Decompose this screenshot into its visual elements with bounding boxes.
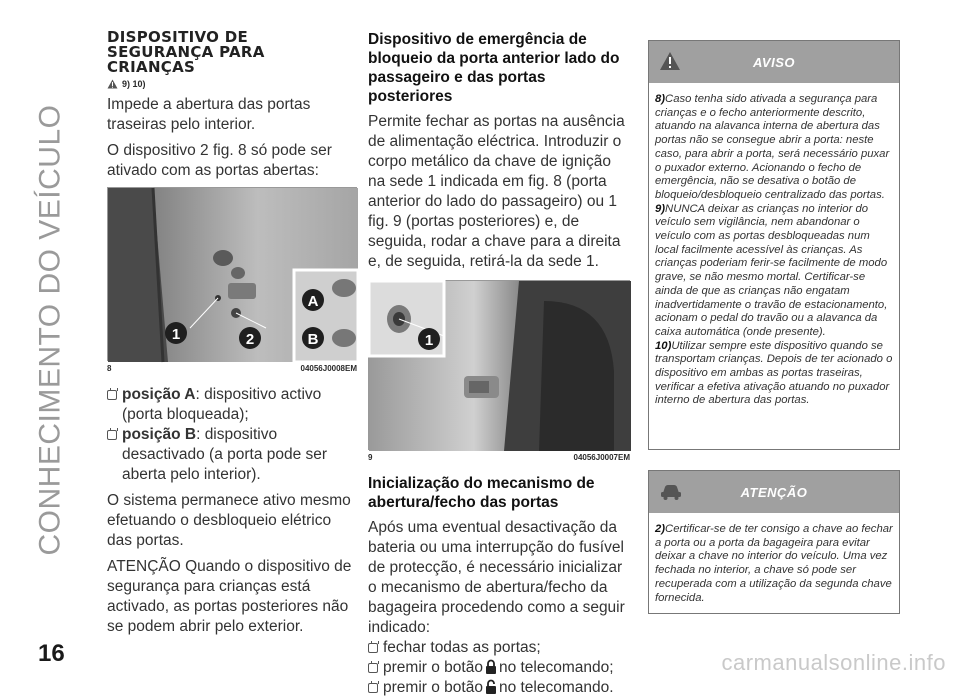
warning-box [648,40,900,450]
figure-caption [368,453,630,462]
warning-triangle-icon [107,79,118,89]
list-item [368,678,630,698]
column-child-safety [107,30,357,643]
paragraph: Permite fechar as portas na ausência de alimentação eléctrica. Introduzir o corpo metálico da chave de ignição na sede 1 indicada em fig. 8 (porta anterior do lado do passageiro) ou 1 fig. 9 (portas posteriores) e, de seguida, rodar a chave para a direita e, de seguida, retirá-la da sede 1. [368,113,625,270]
figure-8-door-lock [107,187,357,361]
car-caution-icon [659,481,683,501]
list-item [368,658,630,678]
subsection-heading: Dispositivo de emergência de bloqueio da porta anterior lado do passageiro e das portas posteriores [368,31,620,105]
warning-box-body [649,83,899,416]
subsection-heading: Inicialização do mecanismo de abertura/fecho das portas [368,475,595,511]
page-number: 16 [38,640,65,667]
notice-item [655,523,893,605]
callout-a: A [307,293,319,310]
chapter-sidebar [20,30,80,630]
callout-2: 2 [245,331,255,348]
figure-9-door-latch [368,280,630,450]
figure-code: 04056J0008EM [300,364,357,373]
callout-1: 1 [171,326,181,343]
list-item [107,385,357,425]
watermark: carmanualsonline.info [721,650,946,675]
bullet-icon [107,390,117,400]
warning-triangle-icon [659,51,681,71]
figure-number: 9 [368,453,373,462]
lock-icon [485,659,497,675]
column-notices [648,40,900,614]
bullet-icon [368,663,378,673]
figure-code: 04056J0007EM [573,453,630,462]
notice-text: NUNCA deixar as crianças no interior do veículo sem vigilância, nem abandonar o veículo com as portas desbloqueadas num local facilmente acessível às crianças. As crianças poderiam ferir-se facilmente de modo grave, se não mesmo mortal. Certificar-se ainda de que as crianças não engatam inadvertidamente o travão de estacionamento, acionam o pedal do travão ou a alavanca da caixa automática (onde presente). [655,202,888,338]
unlock-icon [485,679,497,695]
notice-ref: 2) [655,523,666,535]
section-heading: DISPOSITIVO DE SEGURANÇA PARA CRIANÇAS [107,28,265,76]
warning-refs-text: 9) 10) [122,79,146,89]
figure-8-illustration [108,188,358,362]
caution-box-header [649,471,899,513]
bullet-icon [368,683,378,693]
warning-box-header [649,41,899,83]
bullet-text: premir o botão [383,659,483,676]
notice-text: Utilizar sempre este dispositivo quando se transportam crianças. Depois de ter acionado o dispositivo em ambas as portas traseiras, verificar a efetiva ativação atuando no puxador interno de abertura das portas. [655,339,893,407]
notice-item [655,340,893,409]
list-item [368,638,630,658]
callout-b: B [307,331,319,348]
bullet-term: posição B [122,426,197,443]
paragraph: ATENÇÃO Quando o dispositivo de segurança para crianças está activado, as portas posteriores não se podem abrir pelo exterior. [107,558,352,635]
caution-box-label: ATENÇÃO [740,484,808,500]
paragraph: O sistema permanece ativo mesmo efetuando o desbloqueio elétrico das portas. [107,492,351,549]
figure-9-illustration [369,281,631,451]
warning-refs [107,79,357,89]
notice-item [655,93,893,203]
bullet-term: posição A [122,386,196,403]
bullet-text: fechar todas as portas; [383,639,541,656]
bullet-icon [107,430,117,440]
chapter-title: CONHECIMENTO DO VEÍCULO [33,104,66,556]
bullet-icon [368,643,378,653]
notice-item [655,203,893,340]
caution-box [648,470,900,614]
bullet-text: : dispositivo desactivado (a porta pode ser aberta pelo interior). [122,426,328,483]
callout-1: 1 [424,332,434,349]
notice-ref: 10) [655,339,672,352]
bullet-text: premir o botão [383,679,483,696]
figure-number: 8 [107,364,112,373]
notice-text: Certificar-se de ter consigo a chave ao fechar a porta ou a porta da bagageira para evitar deixar a chave no interior do veículo. Uma vez fechada no interior, a chave só pode ser recuperada com a utilização da segunda chave fornecida. [655,523,893,604]
warning-box-label: AVISO [753,54,795,70]
caution-box-body [649,513,899,613]
bullet-text: no telecomando. [498,679,614,696]
notice-ref: 8) [655,93,666,105]
paragraph: Após uma eventual desactivação da bateria ou uma interrupção do fusível de protecção, é necessário inicializar o mecanismo de abertura/fecho da bagageira procedendo como a seguir indicado: [368,519,625,636]
notice-ref: 9) [655,202,666,215]
figure-caption [107,364,357,373]
paragraph: Impede a abertura das portas traseiras pelo interior. [107,96,311,133]
paragraph: O dispositivo 2 fig. 8 só pode ser ativado com as portas abertas: [107,142,332,179]
list-item [107,425,357,485]
bullet-text: : dispositivo activo (porta bloqueada); [122,386,322,423]
column-emergency-lock [368,30,630,698]
bullet-text: no telecomando; [498,659,614,676]
notice-text: Caso tenha sido ativada a segurança para crianças e o fecho anteriormente descrito, atuando na alavanca interna de abertura das portas não se consegue abrir a porta: neste caso, para abrir a porta, será necessário puxar o puxador externo. Acionando o fecho de emergência, não se desativa o botão de bloqueio/desbloqueio centralizado das portas. [655,93,890,201]
